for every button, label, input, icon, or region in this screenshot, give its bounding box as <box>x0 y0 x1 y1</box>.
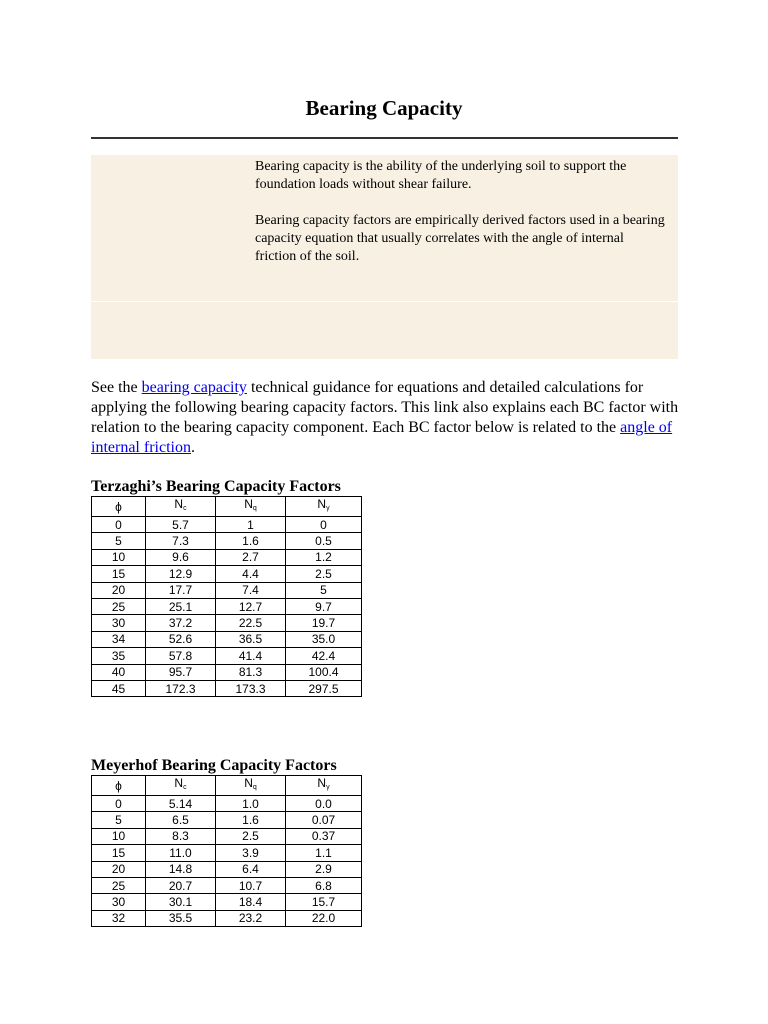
angle-of-internal-friction-link[interactable]: angle of internal friction <box>91 419 673 456</box>
nq-cell: 1 <box>216 517 286 533</box>
nq-cell: 23.2 <box>216 910 286 926</box>
phi-cell: 15 <box>92 845 146 861</box>
nq-cell: 3.9 <box>216 845 286 861</box>
nc-header: $N_c$ <box>146 497 216 517</box>
intro-box <box>91 155 678 359</box>
table-header-row <box>92 776 362 796</box>
table-row <box>92 664 362 680</box>
nq-cell: 10.7 <box>216 877 286 893</box>
phi-cell: 30 <box>92 615 146 631</box>
table-row <box>92 517 362 533</box>
phi-cell: 45 <box>92 680 146 696</box>
nc-header: $N_c$ <box>146 776 216 796</box>
nq-cell: 36.5 <box>216 631 286 647</box>
nc-cell: 9.6 <box>146 549 216 565</box>
ngamma-cell: 22.0 <box>286 910 362 926</box>
nc-cell: 30.1 <box>146 894 216 910</box>
ngamma-cell: 6.8 <box>286 877 362 893</box>
table-row <box>92 796 362 812</box>
phi-cell: 5 <box>92 812 146 828</box>
nq-cell: 41.4 <box>216 648 286 664</box>
phi-cell: 0 <box>92 796 146 812</box>
table-row <box>92 680 362 696</box>
meyerhof-table <box>91 775 362 927</box>
phi-cell: 5 <box>92 533 146 549</box>
table-row <box>92 582 362 598</box>
phi-header: ϕ <box>92 497 146 517</box>
nq-cell: 6.4 <box>216 861 286 877</box>
table-row <box>92 894 362 910</box>
nq-cell: 173.3 <box>216 680 286 696</box>
phi-cell: 15 <box>92 566 146 582</box>
nq-cell: 18.4 <box>216 894 286 910</box>
ngamma-header: $N_\gamma$ <box>286 776 362 796</box>
table-row <box>92 828 362 844</box>
nc-cell: 20.7 <box>146 877 216 893</box>
intro-box-divider <box>91 301 678 302</box>
intro-paragraph-factors: Bearing capacity factors are empirically derived factors used in a bearing capacity equation that usually correlates with the angle of internal friction of the soil. <box>255 213 665 264</box>
ngamma-header: $N_\gamma$ <box>286 497 362 517</box>
ngamma-cell: 0.37 <box>286 828 362 844</box>
phi-cell: 20 <box>92 582 146 598</box>
nq-cell: 4.4 <box>216 566 286 582</box>
meyerhof-caption: Meyerhof Bearing Capacity Factors <box>91 757 337 774</box>
ngamma-cell: 0.07 <box>286 812 362 828</box>
phi-cell: 30 <box>92 894 146 910</box>
nc-cell: 12.9 <box>146 566 216 582</box>
table-row <box>92 598 362 614</box>
table-header-row <box>92 497 362 517</box>
ngamma-cell: 35.0 <box>286 631 362 647</box>
nq-cell: 2.7 <box>216 549 286 565</box>
bearing-capacity-link[interactable]: bearing capacity <box>141 379 247 396</box>
ngamma-cell: 0.0 <box>286 796 362 812</box>
terzaghi-caption: Terzaghi’s Bearing Capacity Factors <box>91 478 341 495</box>
nq-cell: 1.6 <box>216 533 286 549</box>
ngamma-cell: 2.9 <box>286 861 362 877</box>
table-row <box>92 648 362 664</box>
table-row <box>92 910 362 926</box>
nc-cell: 17.7 <box>146 582 216 598</box>
page-title: Bearing Capacity <box>305 96 463 120</box>
nq-cell: 1.6 <box>216 812 286 828</box>
nq-cell: 7.4 <box>216 582 286 598</box>
nc-cell: 5.14 <box>146 796 216 812</box>
terzaghi-table <box>91 496 362 697</box>
phi-cell: 20 <box>92 861 146 877</box>
table-row <box>92 533 362 549</box>
guidance-text-start: See the <box>91 379 142 396</box>
nc-cell: 57.8 <box>146 648 216 664</box>
phi-cell: 10 <box>92 549 146 565</box>
ngamma-cell: 5 <box>286 582 362 598</box>
table-row <box>92 566 362 582</box>
ngamma-cell: 2.5 <box>286 566 362 582</box>
table-row <box>92 549 362 565</box>
phi-cell: 40 <box>92 664 146 680</box>
intro-text <box>255 158 665 284</box>
nq-cell: 81.3 <box>216 664 286 680</box>
intro-paragraph-definition: Bearing capacity is the ability of the underlying soil to support the foundation loads without shear failure. <box>255 159 627 192</box>
ngamma-cell: 1.2 <box>286 549 362 565</box>
guidance-paragraph <box>91 378 681 458</box>
nc-cell: 11.0 <box>146 845 216 861</box>
table-row <box>92 877 362 893</box>
phi-cell: 34 <box>92 631 146 647</box>
phi-cell: 25 <box>92 598 146 614</box>
phi-cell: 25 <box>92 877 146 893</box>
nc-cell: 25.1 <box>146 598 216 614</box>
ngamma-cell: 9.7 <box>286 598 362 614</box>
ngamma-cell: 1.1 <box>286 845 362 861</box>
ngamma-cell: 100.4 <box>286 664 362 680</box>
nc-cell: 95.7 <box>146 664 216 680</box>
nq-cell: 12.7 <box>216 598 286 614</box>
title-divider <box>91 137 678 139</box>
nq-cell: 22.5 <box>216 615 286 631</box>
nc-cell: 172.3 <box>146 680 216 696</box>
nc-cell: 6.5 <box>146 812 216 828</box>
nc-cell: 7.3 <box>146 533 216 549</box>
table-row <box>92 631 362 647</box>
phi-cell: 10 <box>92 828 146 844</box>
nc-cell: 14.8 <box>146 861 216 877</box>
ngamma-cell: 42.4 <box>286 648 362 664</box>
ngamma-cell: 15.7 <box>286 894 362 910</box>
phi-cell: 32 <box>92 910 146 926</box>
ngamma-cell: 297.5 <box>286 680 362 696</box>
nc-cell: 35.5 <box>146 910 216 926</box>
table-row <box>92 615 362 631</box>
nc-cell: 5.7 <box>146 517 216 533</box>
phi-cell: 0 <box>92 517 146 533</box>
nq-cell: 1.0 <box>216 796 286 812</box>
ngamma-cell: 0 <box>286 517 362 533</box>
nc-cell: 37.2 <box>146 615 216 631</box>
table-row <box>92 812 362 828</box>
nc-cell: 52.6 <box>146 631 216 647</box>
table-row <box>92 861 362 877</box>
table-row <box>92 845 362 861</box>
phi-cell: 35 <box>92 648 146 664</box>
nq-header: $N_q$ <box>216 497 286 517</box>
guidance-text-end: . <box>190 439 195 456</box>
nq-header: $N_q$ <box>216 776 286 796</box>
ngamma-cell: 0.5 <box>286 533 362 549</box>
phi-header: ϕ <box>92 776 146 796</box>
nc-cell: 8.3 <box>146 828 216 844</box>
nq-cell: 2.5 <box>216 828 286 844</box>
ngamma-cell: 19.7 <box>286 615 362 631</box>
guidance-text-middle: technical guidance for equations and detailed calculations for applying the following bearing capacity factors. This link also explains each BC factor with relation to the bearing capacity component. Each BC factor below is related to the <box>91 379 679 436</box>
